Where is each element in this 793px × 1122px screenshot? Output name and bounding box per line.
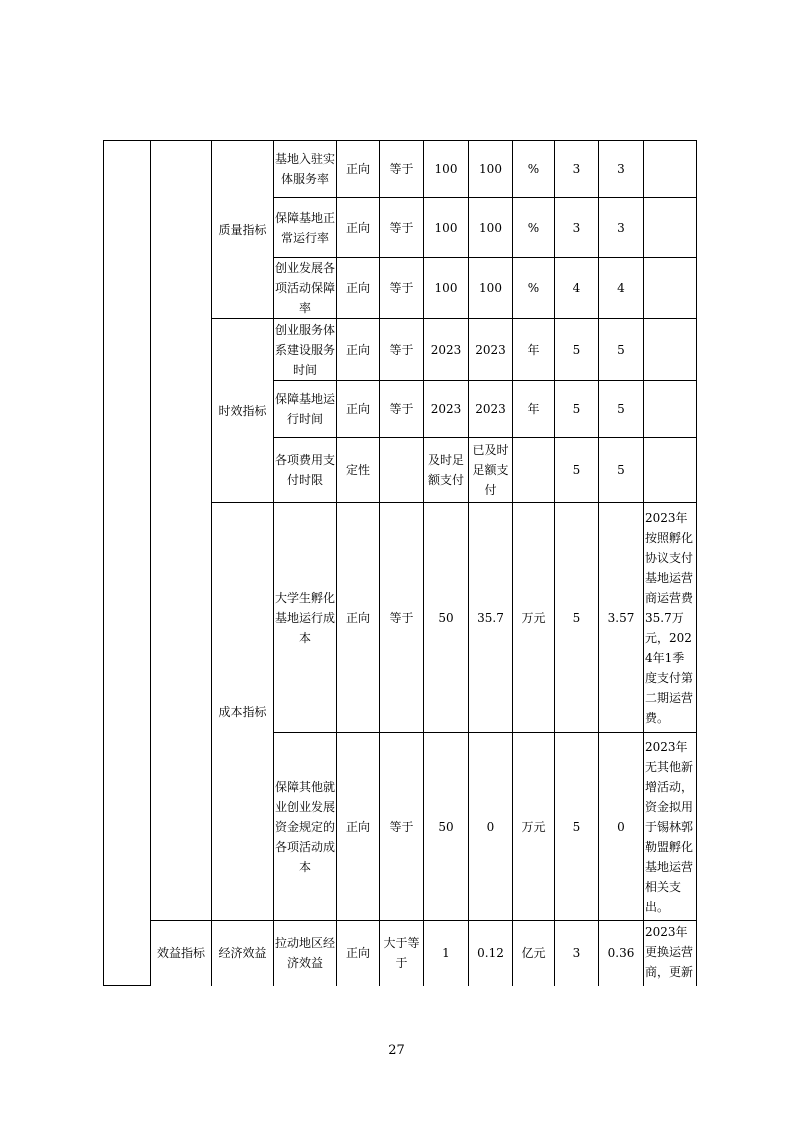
weight-cell: 4	[555, 258, 599, 319]
weight-cell: 3	[555, 921, 599, 986]
level3-indicator-cell: 经济效益	[212, 921, 274, 986]
actual-value-cell: 2023	[469, 319, 513, 381]
weight-cell: 5	[555, 438, 599, 503]
table-row	[104, 921, 697, 986]
direction-cell: 正向	[337, 319, 380, 381]
note-cell: 2023年更换运营商，更新	[644, 921, 697, 986]
score-cell: 0.36	[599, 921, 644, 986]
operator-cell: 等于	[380, 733, 424, 921]
unit-cell: 年	[513, 319, 555, 381]
unit-cell	[513, 438, 555, 503]
weight-cell: 3	[555, 198, 599, 258]
note-cell	[644, 258, 697, 319]
target-value-cell: 50	[424, 733, 469, 921]
score-cell: 5	[599, 381, 644, 438]
level3-indicator-cell: 质量指标	[212, 141, 274, 319]
direction-cell: 正向	[337, 503, 380, 733]
indicator-name-cell: 各项费用支付时限	[274, 438, 337, 503]
indicator-name-cell: 基地入驻实体服务率	[274, 141, 337, 198]
level3-indicator-cell: 时效指标	[212, 319, 274, 503]
indicator-name-cell: 保障基地正常运行率	[274, 198, 337, 258]
level2-indicator-cell: 效益指标	[151, 921, 212, 986]
score-cell: 3	[599, 198, 644, 258]
level1-indicator-cell	[104, 141, 151, 986]
actual-value-cell: 100	[469, 258, 513, 319]
operator-cell: 等于	[380, 381, 424, 438]
indicator-name-cell: 保障基地运行时间	[274, 381, 337, 438]
weight-cell: 5	[555, 733, 599, 921]
note-cell	[644, 319, 697, 381]
weight-cell: 5	[555, 503, 599, 733]
unit-cell: %	[513, 198, 555, 258]
target-value-cell: 50	[424, 503, 469, 733]
unit-cell: %	[513, 258, 555, 319]
direction-cell: 正向	[337, 921, 380, 986]
operator-cell: 等于	[380, 319, 424, 381]
note-cell	[644, 438, 697, 503]
direction-cell: 正向	[337, 733, 380, 921]
performance-indicator-table	[103, 140, 697, 986]
unit-cell: %	[513, 141, 555, 198]
actual-value-cell: 35.7	[469, 503, 513, 733]
note-cell	[644, 141, 697, 198]
direction-cell: 正向	[337, 141, 380, 198]
actual-value-cell: 100	[469, 141, 513, 198]
note-cell: 2023年无其他新增活动，资金拟用于锡林郭勒盟孵化基地运营相关支出。	[644, 733, 697, 921]
table-row	[104, 141, 697, 198]
target-value-cell: 及时足额支付	[424, 438, 469, 503]
weight-cell: 3	[555, 141, 599, 198]
score-cell: 4	[599, 258, 644, 319]
operator-cell: 等于	[380, 258, 424, 319]
actual-value-cell: 2023	[469, 381, 513, 438]
direction-cell: 定性	[337, 438, 380, 503]
level2-indicator-cell	[151, 141, 212, 921]
weight-cell: 5	[555, 381, 599, 438]
note-cell: 2023年按照孵化协议支付基地运营商运营费35.7万元，2024年1季度支付第二期运营费。	[644, 503, 697, 733]
score-cell: 0	[599, 733, 644, 921]
indicator-name-cell: 创业服务体系建设服务时间	[274, 319, 337, 381]
indicator-name-cell: 创业发展各项活动保障率	[274, 258, 337, 319]
operator-cell: 等于	[380, 198, 424, 258]
note-cell	[644, 198, 697, 258]
operator-cell: 大于等于	[380, 921, 424, 986]
target-value-cell: 100	[424, 198, 469, 258]
actual-value-cell: 已及时足额支付	[469, 438, 513, 503]
page-number: 27	[388, 1043, 405, 1058]
unit-cell: 亿元	[513, 921, 555, 986]
target-value-cell: 100	[424, 258, 469, 319]
unit-cell: 万元	[513, 503, 555, 733]
unit-cell: 年	[513, 381, 555, 438]
target-value-cell: 1	[424, 921, 469, 986]
target-value-cell: 100	[424, 141, 469, 198]
direction-cell: 正向	[337, 198, 380, 258]
actual-value-cell: 0	[469, 733, 513, 921]
level3-indicator-cell: 成本指标	[212, 503, 274, 921]
actual-value-cell: 0.12	[469, 921, 513, 986]
score-cell: 5	[599, 319, 644, 381]
note-cell	[644, 381, 697, 438]
unit-cell: 万元	[513, 733, 555, 921]
weight-cell: 5	[555, 319, 599, 381]
score-cell: 3	[599, 141, 644, 198]
score-cell: 3.57	[599, 503, 644, 733]
operator-cell	[380, 438, 424, 503]
score-cell: 5	[599, 438, 644, 503]
actual-value-cell: 100	[469, 198, 513, 258]
direction-cell: 正向	[337, 381, 380, 438]
operator-cell: 等于	[380, 503, 424, 733]
direction-cell: 正向	[337, 258, 380, 319]
indicator-name-cell: 大学生孵化基地运行成本	[274, 503, 337, 733]
operator-cell: 等于	[380, 141, 424, 198]
target-value-cell: 2023	[424, 319, 469, 381]
indicator-name-cell: 保障其他就业创业发展资金规定的各项活动成本	[274, 733, 337, 921]
indicator-name-cell: 拉动地区经济效益	[274, 921, 337, 986]
target-value-cell: 2023	[424, 381, 469, 438]
